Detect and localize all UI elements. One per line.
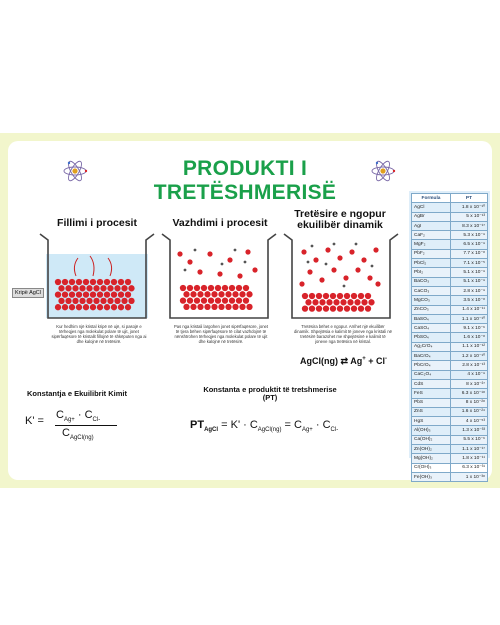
pt-cell: 8.3 x 10⁻¹⁷ — [451, 221, 488, 230]
ion — [347, 299, 353, 305]
formula-cell: BaCO₃ — [412, 277, 451, 286]
ion — [344, 305, 350, 311]
ion — [323, 305, 329, 311]
ion — [340, 299, 346, 305]
ion — [118, 291, 124, 297]
pt-cell: 6.3 x 10⁻¹⁸ — [451, 389, 488, 398]
table-row — [412, 231, 488, 240]
ion — [319, 277, 324, 282]
ion — [190, 291, 196, 297]
ion-lattice — [55, 279, 135, 311]
ion — [337, 305, 343, 311]
ion — [232, 291, 238, 297]
ion — [368, 299, 374, 305]
ion — [218, 304, 224, 310]
formula-cell: CaF₂ — [412, 231, 451, 240]
ion — [97, 304, 103, 310]
table-header: Formula — [412, 194, 451, 203]
table-row — [412, 379, 488, 388]
ion — [215, 285, 221, 291]
ion — [349, 249, 354, 254]
ion — [358, 293, 364, 299]
pt-cell: 1.6 x 10⁻⁸ — [451, 333, 488, 342]
ion — [343, 285, 346, 288]
ion — [311, 245, 314, 248]
ion — [316, 293, 322, 299]
ion — [187, 285, 193, 291]
formula-cell: CdS — [412, 379, 451, 388]
ion — [100, 285, 106, 291]
table-row — [412, 472, 488, 481]
ion — [97, 279, 103, 285]
ion — [107, 298, 113, 304]
ion — [237, 273, 242, 278]
ion — [337, 255, 342, 260]
ion — [301, 249, 306, 254]
ion — [128, 298, 134, 304]
formula-cell: MgCO₃ — [412, 296, 451, 305]
ion — [243, 297, 249, 303]
table-row — [412, 454, 488, 463]
pt-cell: 1 x 10⁻³⁸ — [451, 472, 488, 481]
ion — [194, 297, 200, 303]
pt-cell: 7.7 x 10⁻⁸ — [451, 249, 488, 258]
ion — [97, 291, 103, 297]
ion — [326, 299, 332, 305]
ion — [86, 298, 92, 304]
ion — [229, 285, 235, 291]
pt-cell: 4 x 10⁻⁹ — [451, 370, 488, 379]
table-row — [412, 212, 488, 221]
pt-formula: $PT_{AgCl} = K' \cdot C_{AgCl(ng)} = C_{Ag+} \cdot C_{Cl-}$ — [190, 419, 339, 434]
ion — [201, 297, 207, 303]
ion — [111, 291, 117, 297]
table-row — [412, 286, 488, 295]
beaker-2-title: Vazhdimi i procesit — [172, 217, 268, 229]
ion — [351, 305, 357, 311]
table-row — [412, 398, 488, 407]
ion — [58, 285, 64, 291]
formula-cell: HgS — [412, 417, 451, 426]
ion — [194, 285, 200, 291]
ion — [121, 285, 127, 291]
ion — [239, 304, 245, 310]
k-formula: K' = — [25, 415, 44, 427]
table-header: PT — [451, 194, 488, 203]
ion — [55, 291, 61, 297]
ion — [361, 257, 366, 262]
fraction-bar — [55, 425, 117, 426]
ion — [244, 261, 247, 264]
pt-cell: 2.8 x 10⁻⁹ — [451, 286, 488, 295]
k-formula-denominator: $C_{AgCl(ng)}$ — [62, 427, 94, 442]
ion — [365, 305, 371, 311]
formula-cell: FeS — [412, 389, 451, 398]
ion — [307, 269, 312, 274]
poster-title: PRODUKTI I TRETËSHMERISË — [153, 157, 337, 204]
ion — [90, 279, 96, 285]
table-row — [412, 296, 488, 305]
ion — [69, 291, 75, 297]
table-row — [412, 203, 488, 212]
ion — [207, 251, 212, 256]
pt-cell: 7.1 x 10⁻⁵ — [451, 259, 488, 268]
ion — [62, 279, 68, 285]
ion — [316, 305, 322, 311]
ion — [72, 285, 78, 291]
formula-cell: Zn(OH)₂ — [412, 445, 451, 454]
ion — [125, 279, 131, 285]
ion — [355, 267, 360, 272]
pt-cell: 1.6 x 10⁻²⁴ — [451, 407, 488, 416]
ion — [351, 293, 357, 299]
pt-cell: 4 x 10⁻⁵³ — [451, 417, 488, 426]
formula-cell: CaSO₄ — [412, 324, 451, 333]
ion — [83, 291, 89, 297]
ion — [55, 304, 61, 310]
ion — [312, 299, 318, 305]
table-row — [412, 314, 488, 323]
ion — [215, 297, 221, 303]
table-row — [412, 463, 488, 472]
table-row — [412, 259, 488, 268]
table-row — [412, 277, 488, 286]
pt-cell: 6.5 x 10⁻⁹ — [451, 240, 488, 249]
formula-cell: Mg(OH)₂ — [412, 454, 451, 463]
beaker-1-description: Kur hedhim një kristal kripë në ujë, si pasojë e tërheqjes nga molekulat polare të ujit, jonet sipërfaqësore të kristalit fillojnë të shkëputen nga ai dhe kalojnë në tretësirë. — [51, 324, 147, 344]
table-row — [412, 249, 488, 258]
pt-cell: 1.3 x 10⁻³³ — [451, 426, 488, 435]
ion — [309, 293, 315, 299]
pt-cell: 1.4 x 10⁻¹¹ — [451, 305, 488, 314]
ion — [114, 298, 120, 304]
formula-cell: AgCl — [412, 203, 451, 212]
ion — [309, 305, 315, 311]
ion — [125, 291, 131, 297]
ion-lattice — [299, 243, 380, 312]
atom-icon — [62, 158, 88, 184]
ion — [204, 304, 210, 310]
ion — [302, 305, 308, 311]
formula-cell: BaSO₄ — [412, 314, 451, 323]
ion — [354, 299, 360, 305]
ion — [90, 291, 96, 297]
table-row — [412, 389, 488, 398]
ion — [76, 304, 82, 310]
ion — [344, 293, 350, 299]
ion — [201, 285, 207, 291]
ion — [121, 298, 127, 304]
ion — [76, 291, 82, 297]
pt-cell: 5 x 10⁻¹³ — [451, 212, 488, 221]
formula-cell: ZnCO₃ — [412, 305, 451, 314]
ion — [252, 267, 257, 272]
formula-cell: PbCl₂ — [412, 259, 451, 268]
ion — [208, 297, 214, 303]
ion — [76, 279, 82, 285]
beaker-3 — [282, 232, 400, 320]
solubility-table — [411, 193, 488, 482]
ion — [331, 267, 336, 272]
ion — [107, 285, 113, 291]
ion — [65, 298, 71, 304]
formula-cell: Ag₂CrO₄ — [412, 342, 451, 351]
beaker-1 — [38, 232, 156, 320]
formula-cell: BaCrO₄ — [412, 352, 451, 361]
ion — [104, 291, 110, 297]
beaker-3-title: Tretësire e ngopur ekuilibër dinamik — [294, 208, 386, 231]
ion — [365, 293, 371, 299]
ion — [217, 271, 222, 276]
ion — [330, 305, 336, 311]
ion — [104, 279, 110, 285]
ion — [234, 249, 237, 252]
ion — [183, 291, 189, 297]
pt-cell: 1.1 x 10⁻¹⁰ — [451, 314, 488, 323]
ion — [184, 269, 187, 272]
pt-cell: 5.1 x 10⁻⁹ — [451, 268, 488, 277]
formula-cell: AgBr — [412, 212, 451, 221]
k-heading: Konstantja e Ekuilibrit Kimit — [26, 389, 127, 398]
ion — [246, 291, 252, 297]
ion — [197, 291, 203, 297]
ion — [79, 285, 85, 291]
pt-cell: 1.2 x 10⁻¹⁰ — [451, 352, 488, 361]
pt-cell: 8 x 10⁻²⁸ — [451, 398, 488, 407]
ion — [211, 291, 217, 297]
ion — [104, 304, 110, 310]
ion — [204, 291, 210, 297]
formula-cell: Al(OH)₃ — [412, 426, 451, 435]
table-row — [412, 333, 488, 342]
ion — [118, 279, 124, 285]
formula-cell: CaC₂O₄ — [412, 370, 451, 379]
pt-cell: 1.1 x 10⁻¹⁷ — [451, 445, 488, 454]
table-row — [412, 324, 488, 333]
table-row — [412, 435, 488, 444]
ion — [125, 304, 131, 310]
formula-cell: CaCO₃ — [412, 286, 451, 295]
beaker-3-description: Tretësira bëhet e ngopur. Arrihet një ekuilibër dinamik. Shpejtësia e kalimit të joneve nga kristali në tretësirë barazohet me shpejtësinë e kalimit të joneve nga tretësira në kristal. — [294, 324, 392, 344]
ion — [361, 299, 367, 305]
ion — [62, 304, 68, 310]
pt-cell: 1.8 x 10⁻¹⁰ — [451, 203, 488, 212]
ion — [222, 297, 228, 303]
formula-cell: MgF₂ — [412, 240, 451, 249]
table-row — [412, 407, 488, 416]
formula-cell: ZnS — [412, 407, 451, 416]
formula-cell: Ca(OH)₂ — [412, 435, 451, 444]
ion — [55, 279, 61, 285]
formula-cell: AgI — [412, 221, 451, 230]
ion — [65, 285, 71, 291]
ion-lattice — [177, 249, 257, 310]
pt-cell: 1.1 x 10⁻¹² — [451, 342, 488, 351]
table-row — [412, 305, 488, 314]
pt-cell: 3.5 x 10⁻⁸ — [451, 296, 488, 305]
pt-cell: 5.3 x 10⁻⁹ — [451, 231, 488, 240]
ion — [62, 291, 68, 297]
ion — [180, 297, 186, 303]
ion — [128, 285, 134, 291]
table-row — [412, 221, 488, 230]
table-row — [412, 426, 488, 435]
table-row — [412, 370, 488, 379]
salt-label: Kripë AgCl — [12, 288, 44, 298]
ion — [187, 297, 193, 303]
ion — [86, 285, 92, 291]
ion — [373, 247, 378, 252]
ion — [302, 293, 308, 299]
table-row — [412, 342, 488, 351]
formula-cell: PbSO₄ — [412, 333, 451, 342]
ion — [111, 304, 117, 310]
ion — [243, 285, 249, 291]
ion — [305, 299, 311, 305]
ion — [371, 265, 374, 268]
ion — [222, 285, 228, 291]
ion — [232, 304, 238, 310]
ion — [69, 304, 75, 310]
ion — [330, 293, 336, 299]
table-row — [412, 417, 488, 426]
ion — [183, 304, 189, 310]
pt-cell: 5.5 x 10⁻⁶ — [451, 435, 488, 444]
ion — [245, 249, 250, 254]
ion — [337, 293, 343, 299]
ion — [367, 275, 372, 280]
ion — [83, 304, 89, 310]
ion — [72, 298, 78, 304]
ion — [93, 298, 99, 304]
ion — [225, 304, 231, 310]
ion — [313, 257, 318, 262]
formula-cell: PbCrO₄ — [412, 361, 451, 370]
ion — [83, 279, 89, 285]
ion — [319, 299, 325, 305]
ion — [239, 291, 245, 297]
ion — [375, 281, 380, 286]
pt-cell: 2.8 x 10⁻¹³ — [451, 361, 488, 370]
formula-cell: PbI₂ — [412, 268, 451, 277]
ion — [246, 304, 252, 310]
pt-heading: Konstanta e produktit të tretshmerise (PT) — [203, 385, 337, 402]
ion — [211, 304, 217, 310]
ion — [187, 259, 192, 264]
ion — [229, 297, 235, 303]
ion — [79, 298, 85, 304]
ion — [333, 299, 339, 305]
ion — [325, 247, 330, 252]
pt-cell: 6.3 x 10⁻³¹ — [451, 463, 488, 472]
ion — [111, 279, 117, 285]
ion — [355, 243, 358, 246]
ion — [323, 293, 329, 299]
ion — [218, 291, 224, 297]
ion — [194, 249, 197, 252]
pt-cell: 8 x 10⁻²⁷ — [451, 379, 488, 388]
ion — [299, 281, 304, 286]
ion — [180, 285, 186, 291]
ion — [177, 251, 182, 256]
table-row — [412, 352, 488, 361]
ion — [197, 269, 202, 274]
formula-cell: Fe(OH)₃ — [412, 472, 451, 481]
ion — [208, 285, 214, 291]
ion — [236, 297, 242, 303]
ion — [100, 298, 106, 304]
ion — [325, 263, 328, 266]
pt-cell: 5.1 x 10⁻⁹ — [451, 277, 488, 286]
ion — [358, 305, 364, 311]
ion — [236, 285, 242, 291]
table-row — [412, 268, 488, 277]
table-row — [412, 240, 488, 249]
equilibrium-equation: AgCl(ng) ⇄ Ag+ + Cl- — [300, 356, 388, 366]
ion — [93, 285, 99, 291]
table-row — [412, 361, 488, 370]
formula-cell: PbS — [412, 398, 451, 407]
pt-cell: 9.1 x 10⁻⁶ — [451, 324, 488, 333]
table-row — [412, 445, 488, 454]
pt-cell: 1.8 x 10⁻¹¹ — [451, 454, 488, 463]
ion — [58, 298, 64, 304]
ion — [90, 304, 96, 310]
formula-cell: PbF₂ — [412, 249, 451, 258]
beaker-2 — [160, 232, 278, 320]
ion — [343, 275, 348, 280]
beaker-2-description: Pas nga kristali largohen jonet sipërfaqësore, jonet të tjera bëhen sipërfaqësore të cilat vazhdojnë të nënshtrohen tërheqjes nga molekulat polare të ujit dhe kalojnë në tretësirë. — [173, 324, 269, 344]
beaker-1-title: Fillimi i procesit — [57, 217, 137, 229]
ion — [69, 279, 75, 285]
ion — [197, 304, 203, 310]
ion — [227, 257, 232, 262]
ion — [114, 285, 120, 291]
k-formula-numerator: $C_{Ag+} \cdot C_{Cl-}$ — [56, 409, 101, 424]
ion — [118, 304, 124, 310]
ion — [225, 291, 231, 297]
ion — [307, 261, 310, 264]
ion — [333, 243, 336, 246]
ion — [190, 304, 196, 310]
formula-cell: Cr(OH)₃ — [412, 463, 451, 472]
ion — [221, 263, 224, 266]
